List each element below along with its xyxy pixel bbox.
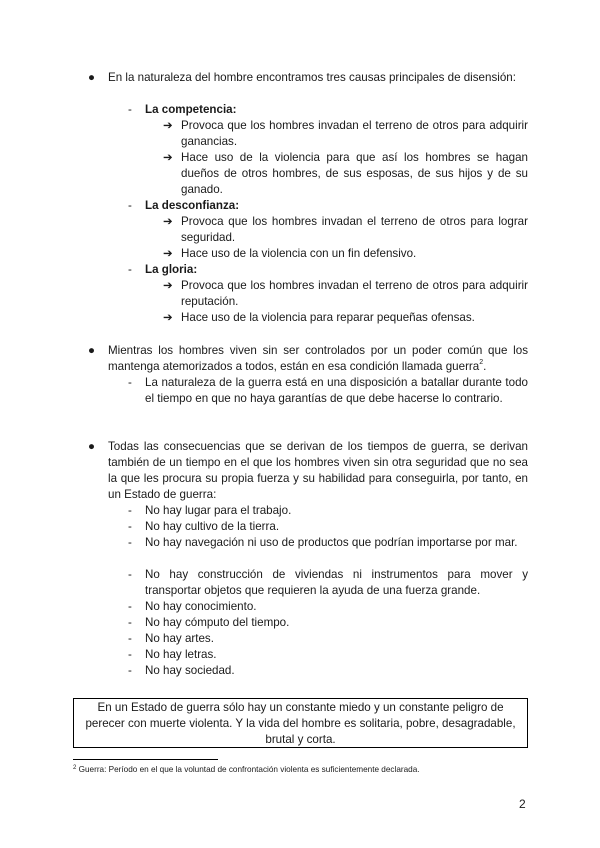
war-condition-text: Mientras los hombres viven sin ser controlados por un poder común que los mantenga atemorizados a todos, están en esa condición llamada guerra$^2$. xyxy=(108,344,528,373)
arrow-icon: ➔ xyxy=(163,151,173,164)
arrow-icon: ➔ xyxy=(163,119,173,132)
consequence-item: No hay conocimiento. xyxy=(145,600,257,613)
cause-item: Provoca que los hombres invadan el terreno de otros para adquirir ganancias. xyxy=(181,119,528,148)
cause-title: La gloria: xyxy=(145,263,198,276)
footnote-ref[interactable]: 2 xyxy=(479,359,484,366)
bullet: ● xyxy=(88,440,96,453)
dash: - xyxy=(128,632,132,645)
dash: - xyxy=(128,520,132,533)
causes-intro: En la naturaleza del hombre encontramos tres causas principales de disensión: xyxy=(108,71,516,84)
war-nature-text: La naturaleza de la guerra está en una disposición a batallar durante todo el tiempo en que no haya garantías de que debe hacerse lo contrario. xyxy=(145,376,528,405)
bullet: ● xyxy=(88,71,96,84)
arrow-icon: ➔ xyxy=(163,215,173,228)
consequence-item: No hay cómputo del tiempo. xyxy=(145,616,290,629)
dash: - xyxy=(128,263,132,276)
cause-item: Hace uso de la violencia para reparar pequeñas ofensas. xyxy=(181,311,475,324)
section-consequences xyxy=(0,439,600,679)
footnote-number: 2 xyxy=(73,765,77,771)
dash: - xyxy=(128,568,132,581)
footnote-divider xyxy=(73,759,218,760)
dash: - xyxy=(128,648,132,661)
arrow-icon: ➔ xyxy=(163,247,173,260)
consequence-item: No hay navegación ni uso de productos que podrían importarse por mar. xyxy=(145,536,518,549)
consequence-item: No hay letras. xyxy=(145,648,217,661)
cause-title: La competencia: xyxy=(145,103,237,116)
conclusion-box: En un Estado de guerra sólo hay un constante miedo y un constante peligro de perecer con muerte violenta. Y la vida del hombre es solitaria, pobre, desagradable, brutal y corta. xyxy=(73,698,528,748)
dash: - xyxy=(128,504,132,517)
consequence-item: No hay sociedad. xyxy=(145,664,235,677)
cause-item: Hace uso de la violencia para que así los hombres se hagan dueños de otros hombres, de sus esposas, de sus hijos y de su ganado. xyxy=(181,151,528,196)
consequence-item: No hay cultivo de la tierra. xyxy=(145,520,280,533)
dash: - xyxy=(128,376,132,389)
dash: - xyxy=(128,616,132,629)
cause-item: Provoca que los hombres invadan el terreno de otros para lograr seguridad. xyxy=(181,215,528,244)
bullet: ● xyxy=(88,344,96,357)
cause-item: Provoca que los hombres invadan el terreno de otros para adquirir reputación. xyxy=(181,279,528,308)
dash: - xyxy=(128,103,132,116)
cause-item: Hace uso de la violencia con un fin defensivo. xyxy=(181,247,417,260)
consequence-item: No hay artes. xyxy=(145,632,214,645)
footnote-text: Guerra: Período en el que la voluntad de confrontación violenta es suficientemente declarada. xyxy=(78,765,420,774)
page-number: 2 xyxy=(519,797,526,811)
cause-title: La desconfianza: xyxy=(145,199,240,212)
dash: - xyxy=(128,199,132,212)
dash: - xyxy=(128,536,132,549)
footnote xyxy=(73,764,533,776)
dash: - xyxy=(128,664,132,677)
arrow-icon: ➔ xyxy=(163,279,173,292)
dash: - xyxy=(128,600,132,613)
consequence-item: No hay construcción de viviendas ni instrumentos para mover y transportar objetos que requieren la ayuda de una fuerza grande. xyxy=(145,568,528,597)
section-causes xyxy=(0,70,600,326)
consequence-item: No hay lugar para el trabajo. xyxy=(145,504,292,517)
consequences-text: Todas las consecuencias que se derivan de los tiempos de guerra, se derivan también de un tiempo en el que los hombres viven sin otra seguridad que no sea la que les procura su propia fuerza y su habilidad para conseguirla, por tanto, en un Estado de guerra: xyxy=(108,440,528,501)
section-war-condition xyxy=(0,343,600,423)
arrow-icon: ➔ xyxy=(163,311,173,324)
